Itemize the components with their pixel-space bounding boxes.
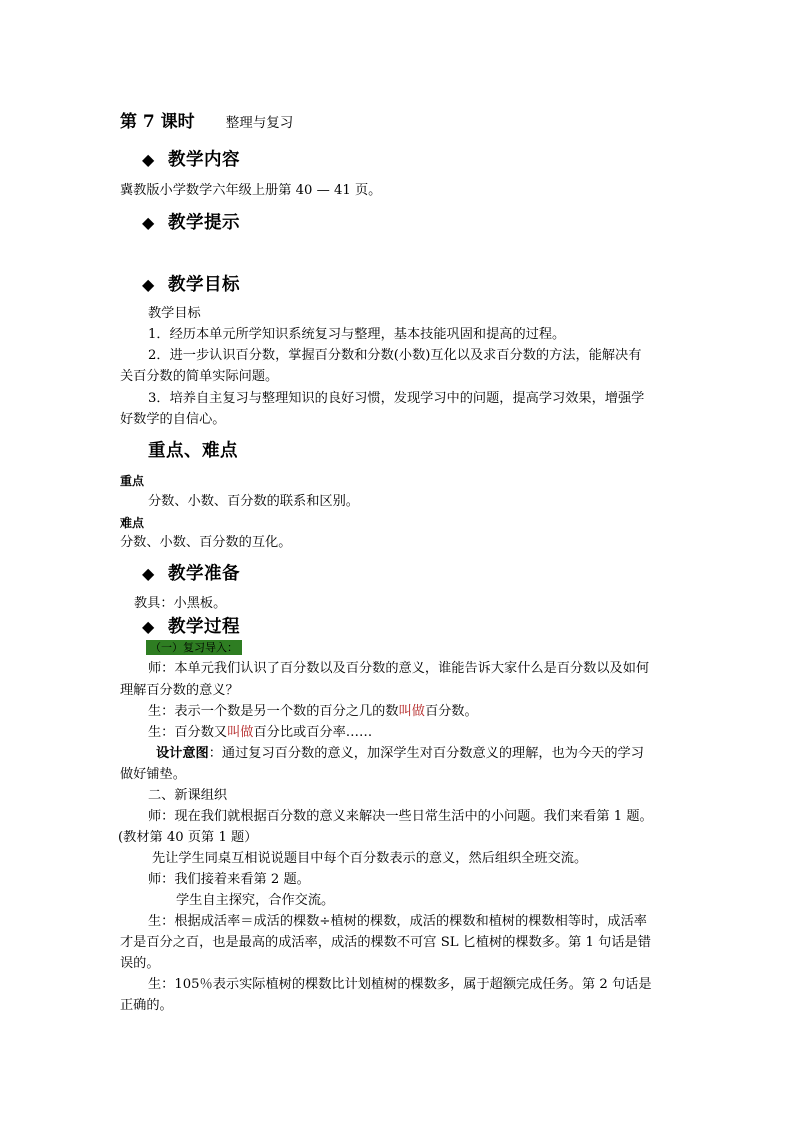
- prep-text: 教具：小黑板。: [134, 596, 227, 611]
- highlighted-term: 叫做: [227, 725, 254, 740]
- student-answer-4-line1: 生：105％表示实际植树的棵数比计划植树的棵数多，属于超额完成任务。第 2 句话是: [148, 977, 652, 992]
- teacher-question-2-line2: (教材第 40 页第 1 题）: [118, 830, 258, 845]
- student-answer-1: 生：表示一个数是另一个数的百分之几的数叫做百分数。: [148, 704, 478, 719]
- design-intent-label: 设计意图: [156, 746, 209, 761]
- key-points-heading: 重点、难点: [148, 441, 238, 461]
- student-answer-3-line3: 误的。: [120, 956, 160, 971]
- lesson-number: 第 7 课时: [120, 112, 195, 132]
- diamond-bullet-icon: ◆: [142, 564, 155, 583]
- student-answer-2: 生：百分数又叫做百分比或百分率……: [148, 725, 373, 740]
- diamond-bullet-icon: ◆: [142, 275, 155, 294]
- goals-intro: 教学目标: [148, 306, 201, 321]
- student-answer-3-line2: 才是百分之百，也是最高的成活率，成活的棵数不可宫 SL 匕植树的棵数多。第 1 句话是错: [120, 935, 651, 950]
- prep-heading: ◆ 教学准备: [142, 564, 240, 584]
- highlighted-term: 叫做: [398, 704, 425, 719]
- design-intent-line2: 做好铺垫。: [120, 767, 186, 782]
- self-explore: 学生自主探究，合作交流。: [176, 893, 335, 908]
- teacher-question-2-line1: 师：现在我们就根据百分数的意义来解决一些日常生活中的小问题。我们来看第 1 题。: [148, 809, 653, 824]
- lesson-title: [120, 107, 293, 132]
- goal-1: 1．经历本单元所学知识系统复习与整理，基本技能巩固和提高的过程。: [148, 327, 566, 342]
- goal-3-line1: 3．培养自主复习与整理知识的良好习惯，发现学习中的问题，提高学习效果，增强学: [148, 391, 645, 406]
- goal-2-line1: 2．进一步认识百分数，掌握百分数和分数(小数)互化以及求百分数的方法，能解决有: [148, 348, 642, 363]
- pair-discussion: 先让学生同桌互相说说题目中每个百分数表示的意义，然后组织全班交流。: [152, 851, 588, 866]
- diamond-bullet-icon: ◆: [142, 617, 155, 636]
- new-lesson-heading: 二、新课组织: [148, 788, 228, 803]
- lesson-subtitle: 整理与复习: [225, 115, 294, 131]
- goal-2-line2: 关百分数的简单实际问题。: [120, 369, 279, 384]
- student-answer-4-line2: 正确的。: [120, 998, 173, 1013]
- teacher-question-1-line1: 师：本单元我们认识了百分数以及百分数的意义，谁能告诉大家什么是百分数以及如何: [148, 661, 650, 676]
- student-answer-3-line1: 生：根据成活率＝成活的棵数÷植树的棵数，成活的棵数和植树的棵数相等时，成活率: [148, 914, 647, 929]
- review-tag: （一）复习导入：: [146, 640, 242, 655]
- diamond-bullet-icon: ◆: [142, 213, 155, 232]
- teacher-question-1-line2: 理解百分数的意义？: [120, 683, 239, 698]
- difficulty-text: 分数、小数、百分数的互化。: [120, 535, 292, 550]
- goals-heading: ◆ 教学目标: [142, 275, 240, 295]
- hint-heading: ◆ 教学提示: [142, 213, 240, 233]
- difficulty-label: 难点: [120, 516, 145, 530]
- design-intent-line1: 设计意图：通过复习百分数的意义，加深学生对百分数意义的理解，也为今天的学习: [156, 746, 644, 761]
- teacher-question-3: 师：我们接着来看第 2 题。: [148, 872, 310, 887]
- diamond-bullet-icon: ◆: [142, 150, 155, 169]
- goal-3-line2: 好数学的自信心。: [120, 412, 226, 427]
- key-label: 重点: [120, 474, 145, 488]
- content-heading: ◆ 教学内容: [142, 150, 240, 170]
- content-text: 冀教版小学数学六年级上册第 40 — 41 页。: [120, 183, 382, 198]
- key-text: 分数、小数、百分数的联系和区别。: [148, 494, 359, 509]
- process-heading: ◆ 教学过程: [142, 617, 240, 637]
